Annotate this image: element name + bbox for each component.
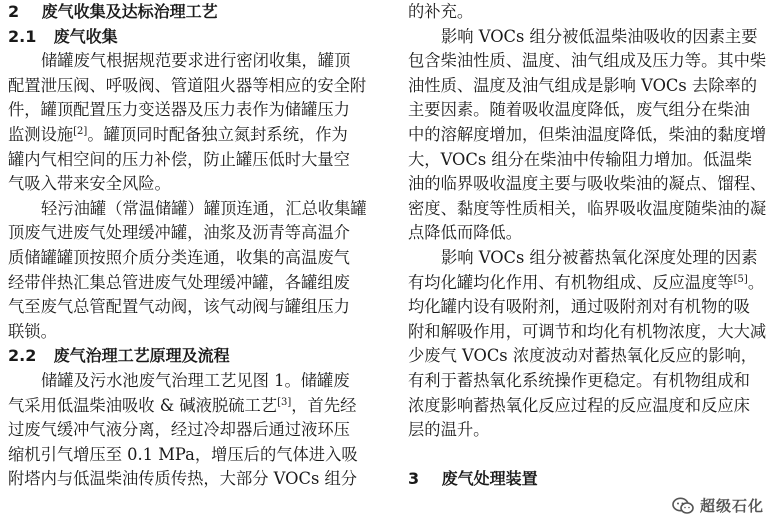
section-spacer bbox=[408, 443, 770, 467]
paragraph-line: 包含柴油性质、温度、油气组成及压力等。其中柴 bbox=[408, 51, 767, 71]
section-3-heading: 3 废气处理装置 bbox=[408, 468, 538, 488]
paragraph-line: 有利于蓄热氧化系统操作更稳定。有机物组成和 bbox=[408, 370, 750, 390]
right-column bbox=[408, 0, 770, 491]
paragraph-line: 配置泄压阀、呼吸阀、管道阻火器等相应的安全附 bbox=[8, 75, 367, 95]
section-2-heading: 2 废气收集及达标治理工艺 bbox=[8, 2, 218, 21]
paragraph-line: 浓度影响蓄热氧化反应过程的反应温度和反应床 bbox=[408, 395, 750, 415]
text-run: 。 bbox=[747, 272, 765, 292]
paragraph-line: 质储罐罐顶按照介质分类连通，收集的高温废气 bbox=[8, 247, 350, 267]
watermark bbox=[672, 495, 764, 516]
paragraph-line: 点降低而降低。 bbox=[408, 223, 522, 243]
paragraph-line: 气吸入带来安全风险。 bbox=[8, 174, 171, 194]
paragraph-line: 经带伴热汇集总管进废气处理缓冲罐，各罐组废 bbox=[8, 272, 350, 292]
left-column bbox=[8, 0, 380, 492]
paragraph-line: 过废气缓冲气液分离，经过冷却器后通过液环压 bbox=[8, 420, 350, 440]
paragraph-line: 附塔内与低温柴油传质传热，大部分 VOCs 组分 bbox=[8, 469, 358, 489]
section-2-2-heading: 2.2 废气治理工艺原理及流程 bbox=[8, 346, 230, 366]
paragraph-line: 均化罐内设有吸附剂，通过吸附剂对有机物的吸 bbox=[408, 297, 750, 317]
paragraph-line: 少废气 VOCs 浓度波动对蓄热氧化反应的影响， bbox=[408, 346, 758, 366]
paragraph-line: 油的临界吸收温度主要与吸收柴油的凝点、馏程、 bbox=[408, 174, 767, 194]
paragraph-line: 中的溶解度增加，但柴油温度降低，柴油的黏度增 bbox=[408, 124, 767, 144]
text-run: 。罐顶同时配备独立氮封系统，作为 bbox=[87, 124, 348, 144]
text-run: ，首先经 bbox=[291, 395, 357, 415]
paragraph-line: 油性质、温度及油气组成是影响 VOCs 去除率的 bbox=[408, 75, 758, 95]
paragraph-line: 附和解吸作用，可调节和均化有机物浓度，大大减 bbox=[408, 321, 767, 341]
paragraph-line: 气至废气总管配置气动阀，该气动阀与罐组压力 bbox=[8, 297, 350, 317]
paragraph-line: 层的温升。 bbox=[408, 420, 490, 440]
paragraph-line bbox=[8, 394, 380, 419]
citation-ref: [5] bbox=[733, 273, 748, 285]
paragraph-line: 储罐及污水池废气治理工艺见图 1。储罐废 bbox=[41, 370, 350, 390]
paragraph-line: 件，罐顶配置压力变送器及压力表作为储罐压力 bbox=[8, 100, 350, 120]
text-run: 监测设施 bbox=[8, 124, 74, 144]
citation-ref: [2] bbox=[73, 125, 88, 137]
watermark-text: 超级石化 bbox=[699, 497, 764, 515]
paragraph-line: 储罐废气根据规范要求进行密闭收集，罐顶 bbox=[41, 51, 351, 71]
section-2-1-heading: 2.1 废气收集 bbox=[8, 26, 118, 46]
paragraph-line bbox=[408, 271, 770, 296]
paragraph-line: 影响 VOCs 组分被低温柴油吸收的因素主要 bbox=[441, 26, 758, 46]
paragraph-line: 大，VOCs 组分在柴油中传输阻力增加。低温柴 bbox=[408, 149, 752, 169]
paragraph-line: 缩机引气增压至 0.1 MPa，增压后的气体进入吸 bbox=[8, 444, 358, 464]
paragraph-line: 密度、黏度等性质相关，临界吸收温度随柴油的凝 bbox=[408, 198, 767, 218]
citation-ref: [3] bbox=[277, 396, 292, 408]
paragraph-line: 主要因素。随着吸收温度降低，废气组分在柴油 bbox=[408, 100, 750, 120]
paragraph-line: 联锁。 bbox=[8, 321, 57, 341]
paragraph-line: 的补充。 bbox=[408, 2, 474, 21]
text-run: 有均化罐均化作用、有机物组成、反应温度等 bbox=[408, 272, 734, 292]
paragraph-line bbox=[8, 123, 380, 148]
text-run: 气采用低温柴油吸收 & 碱液脱硫工艺 bbox=[8, 395, 278, 415]
paragraph-line: 轻污油罐（常温储罐）罐顶连通，汇总收集罐 bbox=[41, 198, 367, 218]
paragraph-line: 罐内气相空间的压力补偿，防止罐压低时大量空 bbox=[8, 149, 350, 169]
paragraph-line: 影响 VOCs 组分被蓄热氧化深度处理的因素 bbox=[441, 247, 758, 267]
wechat-icon bbox=[672, 497, 694, 515]
paragraph-line: 顶废气进废气处理缓冲罐，油浆及沥青等高温介 bbox=[8, 223, 350, 243]
